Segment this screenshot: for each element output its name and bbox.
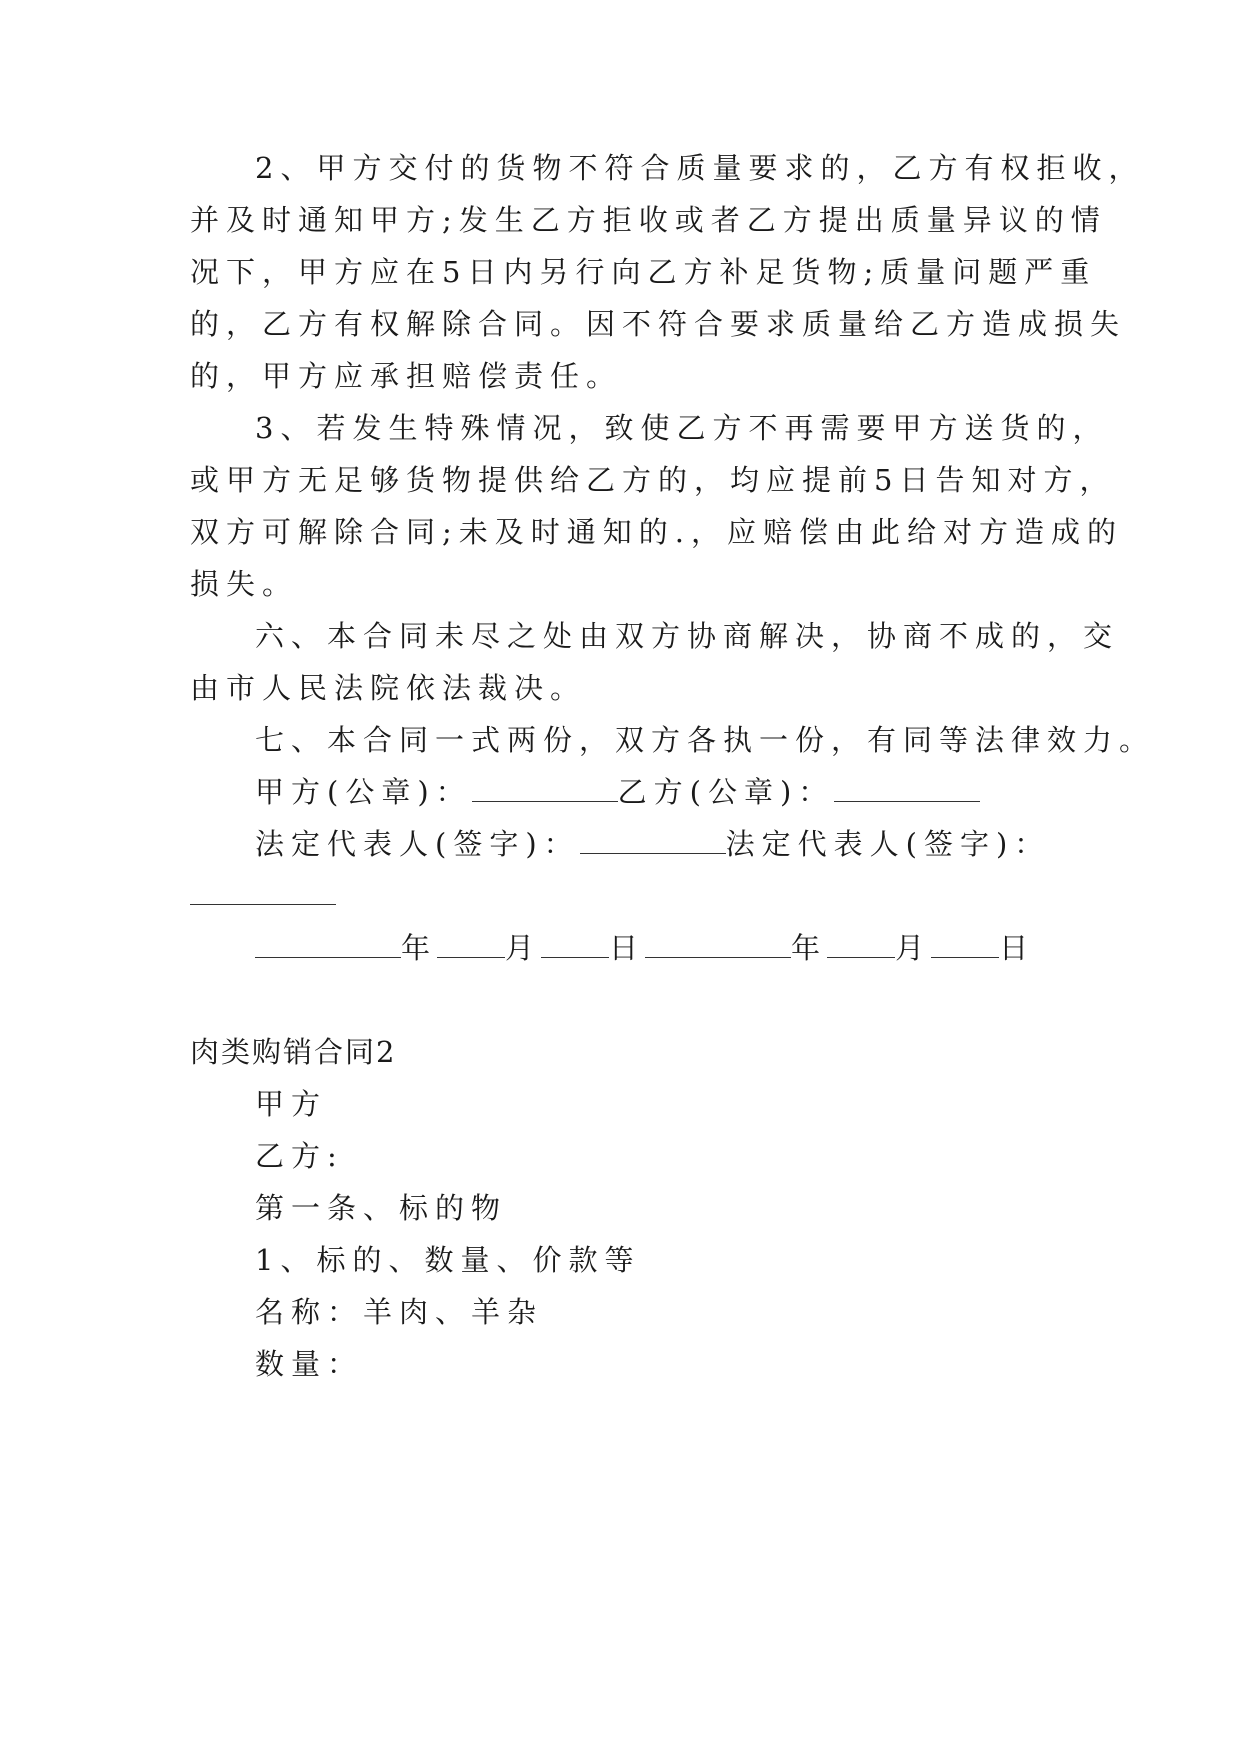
paragraph-line: 并及时通知甲方;发生乙方拒收或者乙方提出质量异议的情 [190, 203, 1107, 237]
paragraph-line: 或甲方无足够货物提供给乙方的，均应提前5日告知对方， [190, 463, 1116, 497]
section-title: 肉类购销合同2 [190, 1035, 397, 1069]
article-heading: 第一条、标的物 [255, 1191, 508, 1225]
year-b-blank [645, 935, 791, 958]
item-line: 1、标的、数量、价款等 [255, 1243, 641, 1277]
day-a-label: 日 [609, 931, 646, 965]
month-a-label: 月 [505, 931, 542, 965]
paragraph-line: 3、若发生特殊情况，致使乙方不再需要甲方送货的， [255, 411, 1109, 445]
month-a-blank [437, 935, 505, 958]
paragraph-line: 的，乙方有权解除合同。因不符合要求质量给乙方造成损失 [190, 307, 1127, 341]
party-b-seal-blank [834, 779, 980, 802]
rep-a-label: 法定代表人(签字)： [255, 827, 580, 861]
party-b-line: 乙方: [255, 1139, 344, 1173]
paragraph-line: 六、本合同未尽之处由双方协商解决，协商不成的，交 [255, 619, 1120, 653]
paragraph-line: 况下，甲方应在5日内另行向乙方补足货物;质量问题严重 [190, 255, 1097, 289]
paragraph-line: 2、甲方交付的货物不符合质量要求的，乙方有权拒收， [255, 151, 1145, 185]
year-a-label: 年 [401, 931, 438, 965]
party-b-seal-label: 乙方(公章)： [617, 775, 835, 809]
paragraph-line: 由市人民法院依法裁决。 [190, 671, 587, 705]
date-line [255, 928, 1035, 968]
day-b-blank [931, 935, 999, 958]
paragraph-line: 的，甲方应承担赔偿责任。 [190, 359, 623, 393]
year-b-label: 年 [791, 931, 828, 965]
day-b-label: 日 [999, 931, 1036, 965]
year-a-blank [255, 935, 401, 958]
month-b-label: 月 [895, 931, 932, 965]
party-a-seal-label: 甲方(公章)： [255, 775, 472, 809]
day-a-blank [541, 935, 609, 958]
quantity-line: 数量： [255, 1347, 364, 1381]
party-a-seal-blank [472, 779, 618, 802]
paragraph-line: 双方可解除合同;未及时通知的.，应赔偿由此给对方造成的 [190, 515, 1123, 549]
name-line: 名称：羊肉、羊杂 [255, 1295, 544, 1329]
paragraph-line: 损失。 [190, 567, 299, 601]
month-b-blank [827, 935, 895, 958]
rep-b-blank [190, 904, 336, 905]
rep-b-label: 法定代表人(签字)： [725, 827, 1051, 861]
representative-line [255, 824, 1050, 864]
seal-line [255, 772, 980, 812]
party-a-line: 甲方 [255, 1087, 328, 1121]
rep-a-blank [580, 831, 726, 854]
paragraph-line: 七、本合同一式两份，双方各执一份，有同等法律效力。 [255, 723, 1156, 757]
